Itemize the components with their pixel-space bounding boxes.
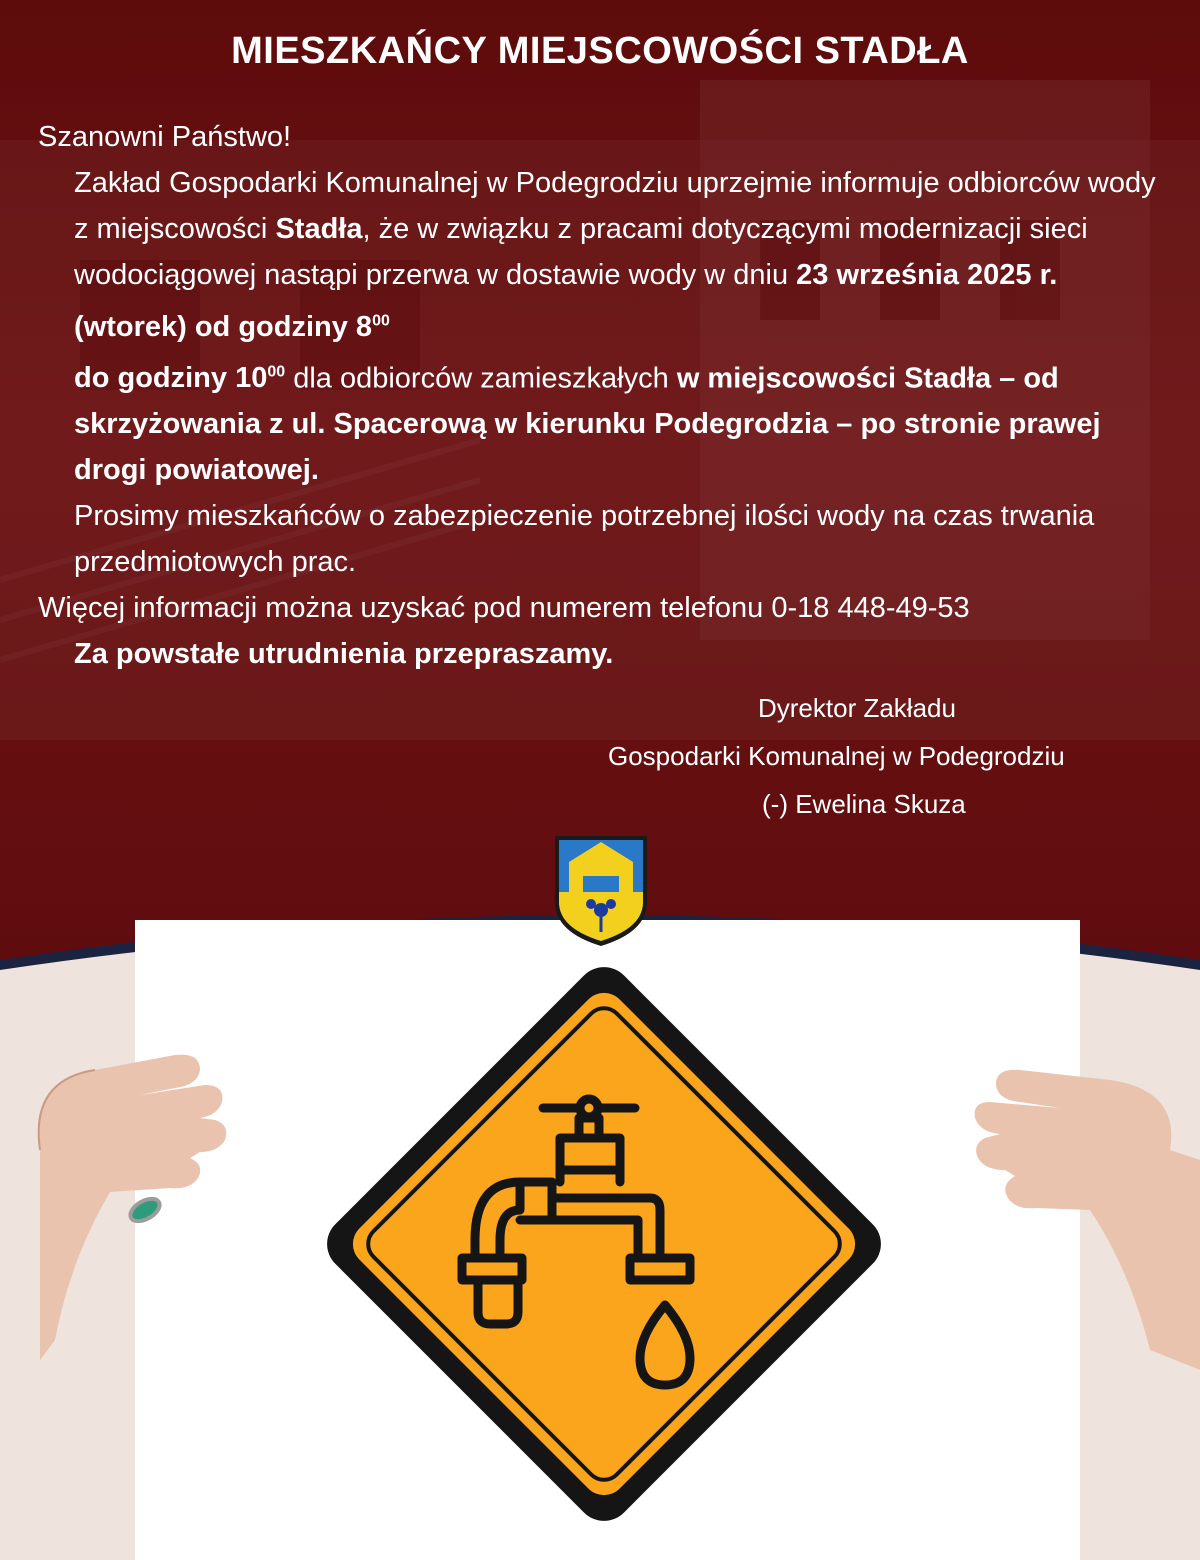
bottom-illustration — [0, 880, 1200, 1560]
greeting: Szanowni Państwo! — [38, 121, 292, 153]
announcement-paragraph — [38, 160, 1178, 493]
signature-organization: Gospodarki Komunalnej w Podegrodziu — [608, 741, 1065, 771]
p1-text-c: , że w związku z pracami dotyczącymi modernizacji sieci wodociągowej nastąpi przerwa w dostawie wody w dniu — [74, 213, 1088, 291]
hour-to-minutes: 00 — [267, 363, 286, 381]
announcement-letter — [38, 114, 1178, 677]
gmina-podegrodzie-coat-of-arms-icon — [551, 832, 651, 950]
signature-block — [600, 684, 1160, 828]
page-title: MIESZKAŃCY MIEJSCOWOŚCI STADŁA — [231, 30, 969, 72]
signature-name: (-) Ewelina Skuza — [762, 789, 966, 819]
signature-title: Dyrektor Zakładu — [758, 693, 956, 723]
time-to: do godziny 10 — [74, 362, 268, 395]
apology-paragraph — [38, 631, 1178, 677]
date-from: 23 września 2025 r. (wtorek) od godziny 8 — [74, 259, 1058, 343]
p1-text-a: Zakład Gospodarki Komunalnej w Podegrodziu uprzejmie informuje odbiorców wody z miejscowości — [74, 167, 1156, 245]
affected-area: w miejscowości Stadła – od skrzyżowania z ul. Spacerową w kierunku Podegrodzia – po stronie prawej drogi powiatowej. — [74, 362, 1101, 487]
hour-from-minutes: 00 — [372, 312, 390, 329]
p1-text-f: dla odbiorców zamieszkałych — [285, 362, 677, 395]
village-name: Stadła — [275, 213, 363, 245]
request-paragraph: Prosimy mieszkańców o zabezpieczenie potrzebnej ilości wody na czas trwania przedmiotowych prac. — [74, 500, 1095, 579]
contact-paragraph: Więcej informacji można uzyskać pod numerem telefonu 0-18 448-49-53 — [38, 592, 970, 625]
apology-text: Za powstałe utrudnienia przepraszamy. — [74, 638, 614, 671]
